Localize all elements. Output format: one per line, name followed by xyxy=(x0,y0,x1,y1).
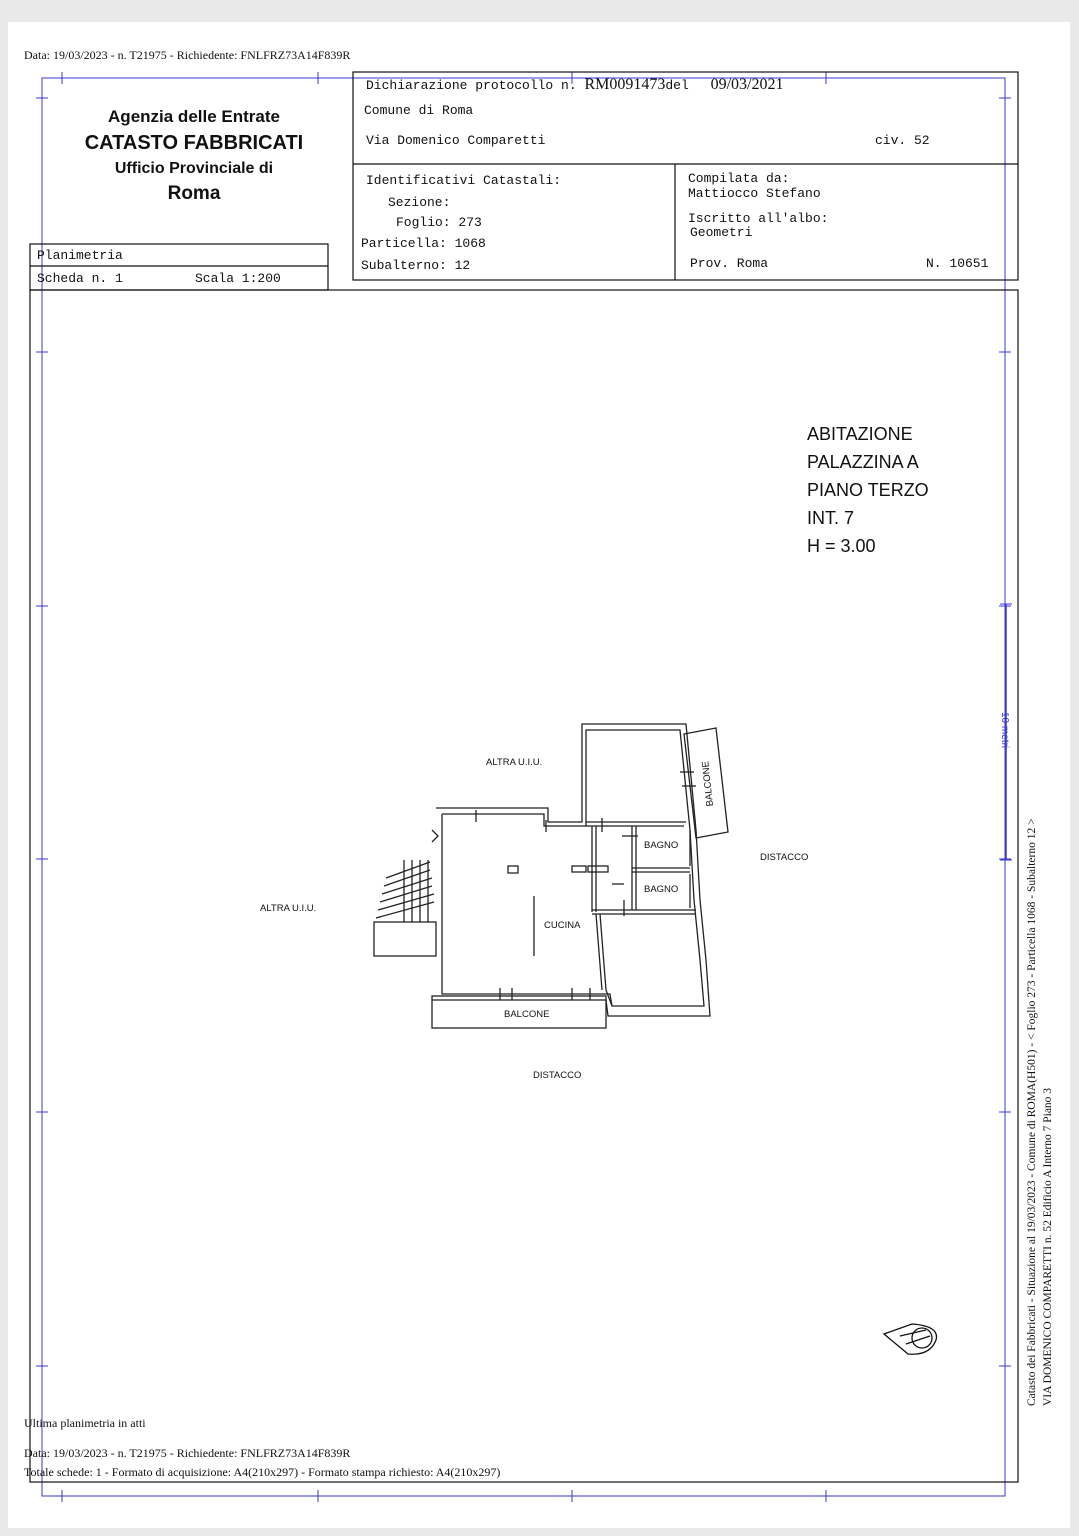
protocol-del: del xyxy=(665,78,689,93)
unit-height: H = 3.00 xyxy=(807,536,876,556)
protocol-number: RM0091473 xyxy=(584,76,666,93)
label-cucina: CUCINA xyxy=(544,920,581,931)
side-note-line1: Catasto dei Fabbricati - Situazione al 19/03/2023 - Comune di ROMA(H501) - < Foglio 273 - Particella 1068 - Subalterno 12 > xyxy=(1026,818,1038,1406)
footer-ultima: Ultima planimetria in atti xyxy=(24,1416,146,1430)
ufficio-city: Roma xyxy=(167,183,221,204)
compilata-label: Compilata da: xyxy=(688,171,790,186)
label-balcone-bottom: BALCONE xyxy=(504,1009,550,1020)
scale: Scala 1:200 xyxy=(195,271,281,286)
ufficio-label: Ufficio Provinciale di xyxy=(114,160,274,177)
label-altra-uiu-left: ALTRA U.I.U. xyxy=(260,903,317,914)
side-note-line2: VIA DOMENICO COMPARETTI n. 52 Edificio A Interno 7 Piano 3 xyxy=(1042,1087,1054,1406)
unit-type: ABITAZIONE xyxy=(807,424,913,444)
iscritto-label: Iscritto all'albo: xyxy=(688,211,829,226)
sezione: Sezione: xyxy=(388,195,451,210)
label-bagno-1: BAGNO xyxy=(644,840,679,851)
floor-plan-walls xyxy=(374,724,728,1028)
subalterno: Subalterno: 12 xyxy=(361,258,471,273)
albo: Geometri xyxy=(690,225,753,240)
label-altra-uiu-top: ALTRA U.I.U. xyxy=(486,757,543,768)
label-distacco-right: DISTACCO xyxy=(760,852,809,863)
protocol-date: 09/03/2021 xyxy=(710,76,784,93)
civic-number: civ. 52 xyxy=(875,133,930,148)
particella: Particella: 1068 xyxy=(361,236,486,251)
header-request-line: Data: 19/03/2023 - n. T21975 - Richiedente: FNLFRZ73A14F839R xyxy=(24,48,351,62)
label-bagno-2: BAGNO xyxy=(644,884,679,895)
compiler-name: Mattiocco Stefano xyxy=(688,186,821,201)
unit-building: PALAZZINA A xyxy=(807,452,919,472)
label-distacco-bottom: DISTACCO xyxy=(533,1070,582,1081)
province: Prov. Roma xyxy=(690,256,769,271)
planimetria-title: Planimetria xyxy=(37,248,123,263)
footer-totale-line: Totale schede: 1 - Formato di acquisizione: A4(210x297) - Formato stampa richiesto: A4(210x297) xyxy=(24,1465,501,1479)
label-balcone-right: BALCONE xyxy=(700,760,716,807)
comune: Comune di Roma xyxy=(364,103,474,118)
identifiers-title: Identificativi Catastali: xyxy=(366,173,562,188)
north-arrow-icon xyxy=(884,1324,937,1354)
unit-floor: PIANO TERZO xyxy=(807,480,929,500)
street: Via Domenico Comparetti xyxy=(366,133,546,148)
unit-interior: INT. 7 xyxy=(807,508,855,528)
agency-name: Agenzia delle Entrate xyxy=(108,107,280,126)
scale-marker-label: 10 metri xyxy=(999,712,1010,749)
registration-number: N. 10651 xyxy=(926,256,989,271)
catasto-title: CATASTO FABBRICATI xyxy=(84,132,304,154)
scheda-number: Scheda n. 1 xyxy=(37,271,123,286)
footer-data-line: Data: 19/03/2023 - n. T21975 - Richiedente: FNLFRZ73A14F839R xyxy=(24,1446,351,1460)
protocol-label: Dichiarazione protocollo n. xyxy=(366,78,577,93)
foglio: Foglio: 273 xyxy=(396,215,482,230)
